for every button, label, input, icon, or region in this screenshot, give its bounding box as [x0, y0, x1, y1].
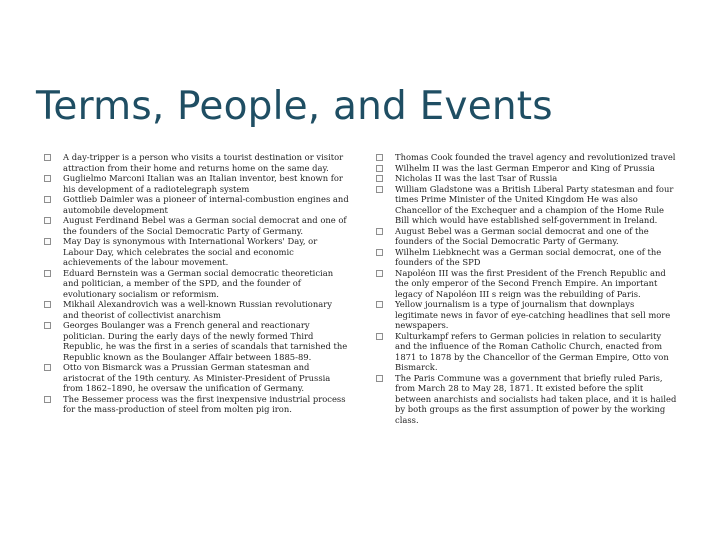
list-item-text: Napoléon III was the first President of the French Republic and the only emperor of the Second French Empire. An important legacy of Napoléon III s reign was the rebuilding of Paris.: [395, 267, 666, 299]
hollow-square-bullet-icon: [376, 175, 383, 182]
list-item-text: May Day is synonymous with International Workers' Day, or Labour Day, which celebrates the social and economic achievements of the labour movement.: [63, 236, 318, 267]
list-item: [43, 320, 349, 362]
hollow-square-bullet-icon: [44, 175, 51, 182]
list-item-text: Eduard Bernstein was a German social democratic theoretician and politician, a member of the SPD, and the founder of evolutionary socialism or reformism.: [63, 267, 334, 299]
list-item: [375, 163, 677, 174]
list-item: [375, 226, 677, 247]
list-item-text: The Paris Commune was a government that briefly ruled Paris, from March 28 to May 28, 1871. It existed before the split between anarchists and socialists had taken place, and it is hailed by both groups as the first assumption of power by the working class.: [395, 372, 677, 425]
hollow-square-bullet-icon: [44, 301, 51, 308]
list-item: [375, 173, 677, 184]
hollow-square-bullet-icon: [376, 249, 383, 256]
hollow-square-bullet-icon: [376, 154, 383, 161]
list-item-text: Guglielmo Marconi Italian was an Italian inventor, best known for his development of a radiotelegraph system: [63, 173, 343, 194]
list-item: [43, 236, 349, 268]
list-item-text: Yellow journalism is a type of journalism that downplays legitimate news in favor of eye-catching headlines that sell more newspapers.: [395, 299, 671, 330]
list-item: [375, 299, 677, 331]
list-item-text: Gottlieb Daimler was a pioneer of internal-combustion engines and automobile development: [63, 194, 349, 215]
list-item-text: Wilhelm II was the last German Emperor and King of Prussia: [395, 162, 655, 173]
hollow-square-bullet-icon: [44, 154, 51, 161]
list-item: [43, 299, 349, 320]
hollow-square-bullet-icon: [376, 165, 383, 172]
list-item-text: August Ferdinand Bebel was a German social democrat and one of the founders of the Social Democratic Party of Germany.: [63, 215, 347, 236]
hollow-square-bullet-icon: [376, 270, 383, 277]
hollow-square-bullet-icon: [44, 196, 51, 203]
list-item-text: A day-tripper is a person who visits a tourist destination or visitor attraction from their home and returns home on the same day.: [63, 152, 344, 173]
hollow-square-bullet-icon: [44, 217, 51, 224]
list-item-text: August Bebel was a German social democrat and one of the founders of the Social Democratic Party of Germany.: [395, 225, 649, 246]
hollow-square-bullet-icon: [44, 396, 51, 403]
hollow-square-bullet-icon: [376, 375, 383, 382]
list-item: [43, 173, 349, 194]
list-item-text: The Bessemer process was the first inexpensive industrial process for the mass-production of steel from molten pig iron.: [63, 393, 346, 414]
hollow-square-bullet-icon: [376, 228, 383, 235]
hollow-square-bullet-icon: [376, 301, 383, 308]
list-item-text: Georges Boulanger was a French general and reactionary politician. During the early days of the newly formed Third Republic, he was the first in a series of scandals that tarnished the Republic known as the Boulanger Affair between 1885-89.: [63, 320, 348, 362]
right-bullet-list: [375, 152, 677, 425]
list-item: [375, 268, 677, 300]
list-item-text: Kulturkampf refers to German policies in relation to secularity and the influence of the Roman Catholic Church, enacted from 1871 to 1878 by the Chancellor of the German Empire, Otto von Bismarck.: [395, 330, 669, 372]
list-item-text: Mikhail Alexandrovich was a well-known Russian revolutionary and theorist of collectivist anarchism: [63, 299, 332, 320]
list-item-text: Nicholas II was the last Tsar of Russia: [395, 173, 558, 183]
list-item: [43, 394, 349, 415]
list-item: [43, 268, 349, 300]
list-item-text: William Gladstone was a British Liberal Party statesman and four times Prime Minister of the United Kingdom He was also Chancellor of the Exchequer and a champion of the Home Rule Bill which would have established self-government in Ireland.: [395, 183, 674, 225]
left-bullet-list: [43, 152, 349, 415]
hollow-square-bullet-icon: [44, 364, 51, 371]
list-item: [375, 247, 677, 268]
list-item: [375, 152, 677, 163]
list-item-text: Wilhelm Liebknecht was a German social democrat, one of the founders of the SPD: [395, 246, 662, 267]
hollow-square-bullet-icon: [44, 322, 51, 329]
hollow-square-bullet-icon: [376, 186, 383, 193]
list-item: [43, 362, 349, 394]
slide-title: Terms, People, and Events: [36, 84, 553, 129]
list-item: [375, 331, 677, 373]
list-item: [375, 373, 677, 426]
list-item-text: Otto von Bismarck was a Prussian German statesman and aristocrat of the 19th century. As Minister-President of Prussia from 1862–1890, he oversaw the unification of Germany.: [63, 362, 331, 393]
list-item: [375, 184, 677, 226]
list-item: [43, 152, 349, 173]
list-item: [43, 215, 349, 236]
hollow-square-bullet-icon: [376, 333, 383, 340]
hollow-square-bullet-icon: [44, 270, 51, 277]
hollow-square-bullet-icon: [44, 238, 51, 245]
list-item-text: Thomas Cook founded the travel agency and revolutionized travel: [395, 152, 676, 162]
list-item: [43, 194, 349, 215]
